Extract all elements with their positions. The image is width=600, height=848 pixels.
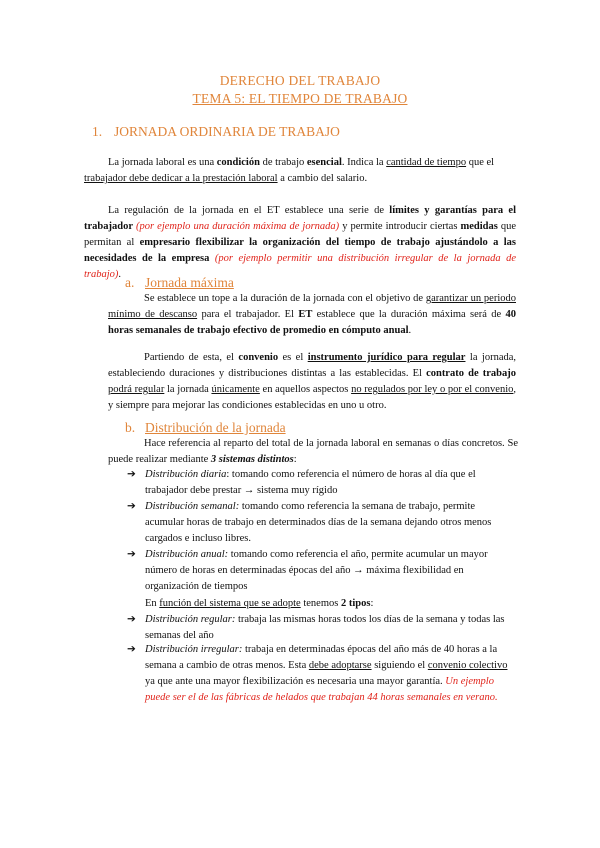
example-text: (por ejemplo permitir una distribución irregular de la jornada de trabajo)	[84, 253, 516, 280]
text-run: .	[408, 325, 412, 336]
arrow-bullet-icon: ➔	[127, 501, 136, 512]
text-run: debe adoptarse	[308, 660, 372, 671]
text-run: . Indica la	[341, 157, 387, 168]
text-run: convenio colectivo	[427, 660, 508, 671]
arrow-bullet-icon: ➔	[127, 469, 136, 480]
subsection-number: b.	[125, 420, 136, 435]
subsection-heading-b	[125, 420, 286, 436]
text-run: instrumento jurídico para regular	[307, 352, 466, 363]
text-run: garantizar un periodo mínimo de descanso	[108, 293, 516, 320]
list-item-label: Distribución diaria	[145, 469, 227, 480]
text-run: trabaja en determinadas épocas del año más de 40 horas a la semana a cambio de otras menos. Esta	[145, 644, 498, 671]
text-run: empresario flexibilizar la organización del tiempo de trabajo ajustándolo a las necesidades de la empresa	[84, 237, 516, 264]
arrow-bullet-icon: ➔	[127, 614, 136, 625]
text-run: cantidad de tiempo	[386, 157, 467, 168]
text-run: a cambio del salario.	[277, 173, 368, 184]
text-run: condición	[216, 157, 260, 168]
text-run: 3 sistemas distintos	[210, 454, 294, 465]
text-run: 40 horas semanales de trabajo efectivo de promedio en cómputo anual	[108, 309, 516, 336]
example-text: Un ejemplo puede ser el de las fábricas de helados que trabajan 44 horas semanales en verano.	[145, 676, 498, 703]
paragraph-intro	[108, 155, 516, 171]
text-run: trabajador debe dedicar a la prestación laboral	[84, 173, 278, 184]
list-item-irregular	[145, 642, 515, 706]
text-run: 2 tipos	[340, 598, 371, 609]
text-run: :	[293, 454, 297, 465]
text-run: esencial	[306, 157, 342, 168]
list-item-text: : tomando como referencia el número de horas al día que el trabajador debe prestar → sistema muy rígido	[145, 469, 476, 496]
list-item-label: Distribución anual:	[145, 549, 229, 560]
text-run: para el trabajador. El	[197, 309, 299, 320]
subsection-title: Distribución de la jornada	[145, 420, 286, 435]
document-title: DERECHO DEL TRABAJO	[219, 73, 381, 88]
text-run: la jornada, estableciendo duraciones y distribuciones distintas a las establecidas. El	[108, 352, 517, 379]
paragraph-tipos	[145, 596, 515, 612]
paragraph-intro-cont	[84, 171, 516, 187]
text-run: ET	[298, 309, 313, 320]
text-run: función del sistema que se adopte	[159, 598, 301, 609]
list-item-label: Distribución regular:	[145, 614, 236, 625]
text-run: que permitan al	[84, 221, 517, 248]
section-title: JORNADA ORDINARIA DE TRABAJO	[114, 124, 340, 139]
document-subtitle: TEMA 5: EL TIEMPO DE TRABAJO	[192, 91, 408, 106]
text-run: no regulados por ley o por el convenio	[351, 384, 514, 395]
section-heading	[92, 124, 340, 140]
text-run: :	[370, 598, 374, 609]
section-number: 1.	[92, 124, 103, 139]
text-run: Hace referencia al reparto del total de la jornada laboral en semanas o días concretos. Se puede realizar mediante	[108, 438, 518, 465]
text-run: y permite introducir ciertas	[339, 221, 461, 232]
paragraph-regulation	[84, 203, 516, 283]
text-run: únicamente	[211, 384, 260, 395]
list-item-anual	[145, 547, 515, 595]
text-run: ya que ante una mayor flexibilización es necesaria una mayor garantía.	[145, 676, 446, 687]
arrow-bullet-icon: ➔	[127, 644, 136, 655]
text-run: Partiendo de esta, el	[144, 352, 239, 363]
text-run: tenemos	[300, 598, 341, 609]
subsection-title: Jornada máxima	[145, 275, 234, 290]
text-run: la jornada	[164, 384, 212, 395]
text-run: que el	[466, 157, 495, 168]
arrow-bullet-icon: ➔	[127, 549, 136, 560]
example-text: (por ejemplo una duración máxima de jornada)	[136, 221, 340, 232]
list-item-label: Distribución semanal:	[145, 501, 240, 512]
list-item-regular	[145, 612, 515, 644]
paragraph-distribucion	[108, 436, 518, 468]
text-run: límites y garantías para el trabajador	[84, 205, 516, 232]
text-run: Se establece un tope a la duración de la jornada con el objetivo de	[144, 293, 426, 304]
list-item-label: Distribución irregular:	[145, 644, 243, 655]
text-run: en aquellos aspectos	[259, 384, 352, 395]
list-item-semanal	[145, 499, 515, 547]
text-run: La regulación de la jornada en el ET establece una serie de	[108, 205, 390, 216]
list-item-diaria	[145, 467, 515, 499]
text-run: medidas	[460, 221, 498, 232]
subsection-number: a.	[125, 275, 135, 290]
text-run: contrato de trabajo	[426, 368, 516, 379]
paragraph-convenio	[108, 350, 516, 414]
subsection-heading-a	[125, 275, 234, 291]
text-run: de trabajo	[259, 157, 307, 168]
text-run: , y siempre para mejorar las condiciones establecidas en uno u otro.	[108, 384, 516, 411]
text-run: es el	[278, 352, 308, 363]
text-run: En	[145, 598, 160, 609]
list-item-text: trabaja las mismas horas todos los días de la semana y todas las semanas del año	[145, 614, 505, 641]
text-run: siguiendo el	[371, 660, 428, 671]
text-run: podrá regular	[108, 384, 165, 395]
text-run: establece que la duración máxima será de	[312, 309, 506, 320]
paragraph-jornada-maxima	[108, 291, 516, 339]
list-item-text: tomando como referencia el año, permite acumular un mayor número de horas en determinadas épocas del año → máxima flexibilidad en organización de tiempos	[145, 549, 488, 592]
text-run: La jornada laboral es una	[108, 157, 217, 168]
list-item-text: tomando como referencia la semana de trabajo, permite acumular horas de trabajo en determinados días de la semana dejando otros menos cargados e incluso libres.	[145, 501, 492, 544]
text-run: .	[118, 269, 122, 280]
text-run: convenio	[238, 352, 279, 363]
